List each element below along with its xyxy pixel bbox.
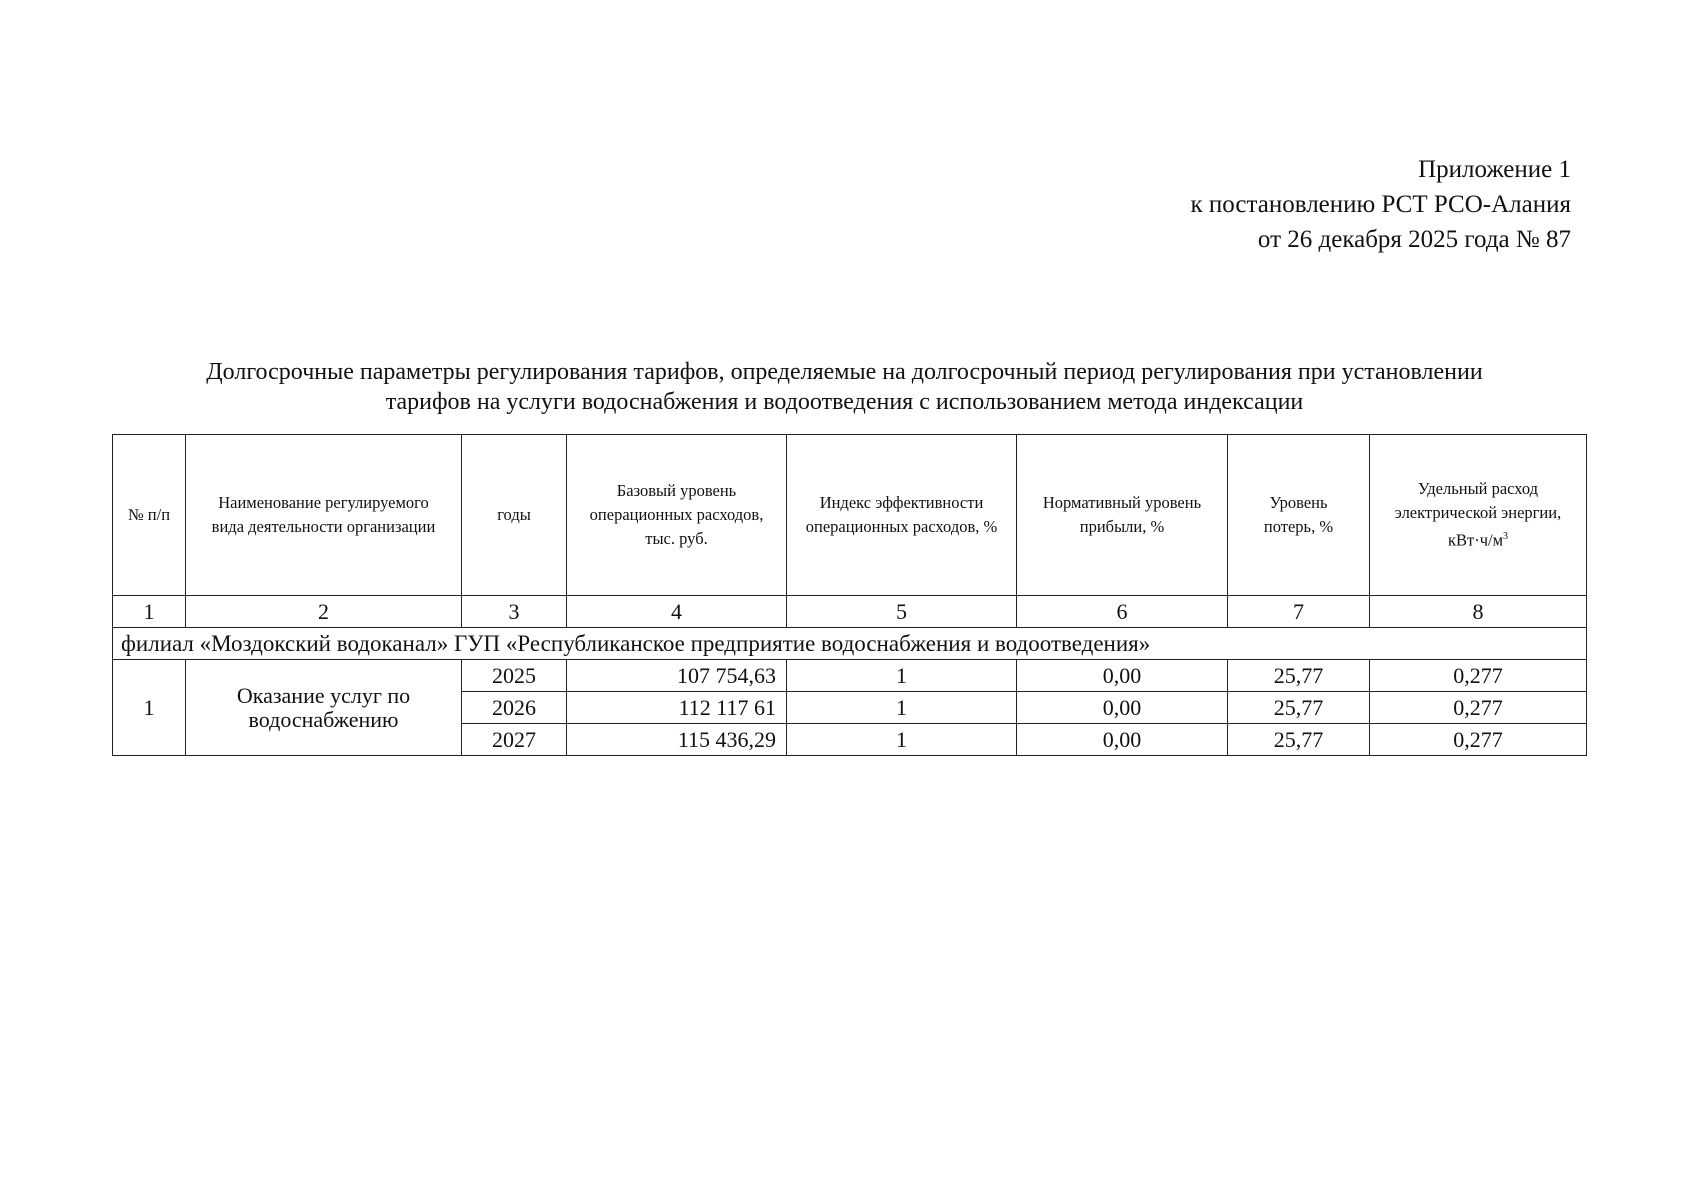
document-title-line-2: тарифов на услуги водоснабжения и водоотведения с использованием метода индексации [385,389,1304,415]
column-number: 3 [462,596,567,628]
organization-name: филиал «Моздокский водоканал» ГУП «Республиканское предприятие водоснабжения и водоотведения» [113,628,1587,660]
parameters-table [112,434,1587,756]
efficiency-cell: 1 [787,692,1017,724]
energy-cell: 0,277 [1370,692,1587,724]
document-title-line-1: Долгосрочные параметры регулирования тарифов, определяемые на долгосрочный период регулирования при установлении [206,359,1483,385]
column-number: 7 [1228,596,1370,628]
organization-row [113,628,1587,660]
row-number: 1 [113,660,186,756]
base-costs-cell: 107 754,63 [567,660,787,692]
column-number: 5 [787,596,1017,628]
base-costs-cell: 115 436,29 [567,724,787,756]
column-number: 2 [186,596,462,628]
column-number: 4 [567,596,787,628]
header-losses: Уровень потерь, % [1228,435,1370,596]
energy-cell: 0,277 [1370,724,1587,756]
column-number: 6 [1017,596,1228,628]
year-cell: 2026 [462,692,567,724]
table-row [113,660,1587,692]
header-row [113,435,1587,596]
appendix-date: от 26 декабря 2025 года № 87 [1257,226,1571,253]
header-num: № п/п [113,435,186,596]
service-name: Оказание услуг по водоснабжению [186,660,462,756]
appendix-title: Приложение 1 [1418,156,1571,183]
header-efficiency: Индекс эффективности операционных расходов, % [787,435,1017,596]
document-title [112,357,1577,417]
profit-cell: 0,00 [1017,724,1228,756]
year-cell: 2025 [462,660,567,692]
profit-cell: 0,00 [1017,660,1228,692]
losses-cell: 25,77 [1228,692,1370,724]
appendix-block [1191,152,1571,257]
column-number: 8 [1370,596,1587,628]
efficiency-cell: 1 [787,724,1017,756]
losses-cell: 25,77 [1228,724,1370,756]
energy-cell: 0,277 [1370,660,1587,692]
base-costs-cell: 112 117 61 [567,692,787,724]
profit-cell: 0,00 [1017,692,1228,724]
year-cell: 2027 [462,724,567,756]
header-profit: Нормативный уровень прибыли, % [1017,435,1228,596]
efficiency-cell: 1 [787,660,1017,692]
header-energy: Удельный расход электрической энергии, $кВт\cdot ч/м^3$ [1370,435,1587,596]
column-number-row [113,596,1587,628]
appendix-resolution: к постановлению РСТ РСО-Алания [1190,191,1571,218]
column-number: 1 [113,596,186,628]
header-years: годы [462,435,567,596]
losses-cell: 25,77 [1228,660,1370,692]
header-activity: Наименование регулируемого вида деятельности организации [186,435,462,596]
header-base-costs: Базовый уровень операционных расходов, тыс. руб. [567,435,787,596]
